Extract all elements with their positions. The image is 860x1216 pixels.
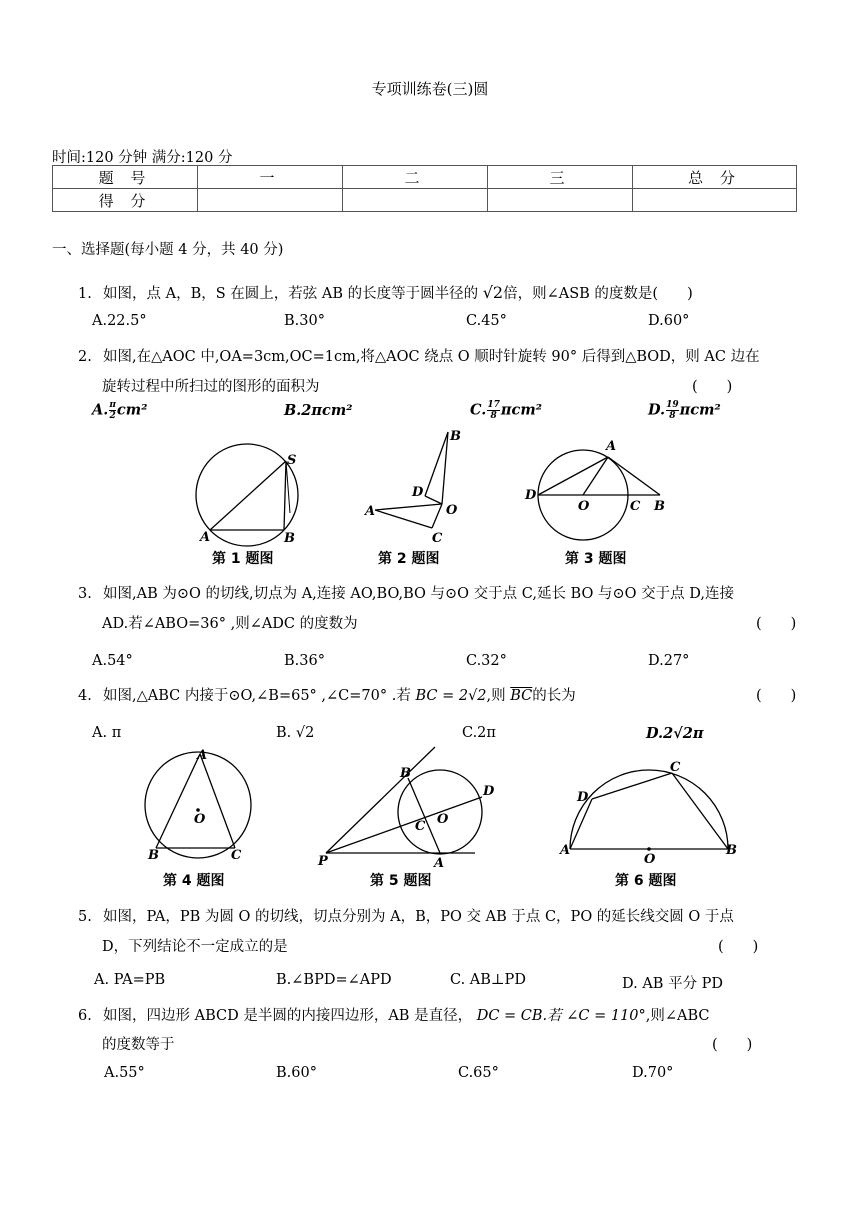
question-text: ,则∠ABC [645, 1008, 710, 1024]
question-text: 如图,△ABC 内接于⊙O,∠B=65° ,∠C=70° .若 [103, 688, 411, 704]
fig-label: B [654, 499, 665, 514]
question-4 [78, 684, 576, 705]
fig-label: A [197, 748, 208, 763]
fig-label: P [318, 854, 328, 869]
option-prefix: D. [648, 401, 666, 419]
fig-label: O [644, 852, 656, 867]
option-d[interactable] [648, 400, 721, 421]
figure-2 [363, 429, 461, 546]
figures-row-2 [140, 745, 760, 870]
figure-5 [317, 747, 495, 870]
score-table [52, 165, 797, 212]
answer-paren[interactable]: ( ) [756, 688, 797, 704]
fig-label: O [194, 812, 206, 827]
fig-label: D [577, 790, 589, 805]
unit: πcm² [500, 401, 543, 419]
fig-label: B [148, 848, 159, 863]
option-c[interactable]: C.32° [466, 653, 507, 669]
option-c[interactable]: C.2π [462, 725, 496, 741]
option-b[interactable]: B.36° [284, 653, 325, 669]
math-formula: DC = CB.若 ∠C = 110° [476, 1008, 646, 1024]
page-title: 专项训练卷(三)圆 [371, 80, 489, 98]
figure-caption: 第 5 题图 [370, 873, 432, 889]
score-cell[interactable] [343, 189, 488, 212]
question-text: 如图，点 A，B，S 在圆上，若弦 AB 的长度等于圆半径的 [103, 286, 479, 302]
unit: cm² [116, 401, 148, 419]
option-a[interactable]: A.54° [92, 653, 133, 669]
answer-paren[interactable]: ( ) [718, 939, 759, 955]
question-text: 旋转过程中所扫过的图形的面积为 [102, 379, 320, 395]
math-sqrt: √2 [482, 283, 504, 302]
math-arc: $\overline{BC}$ [510, 688, 533, 704]
option-d[interactable]: D.60° [648, 313, 690, 329]
fig-label: D [412, 485, 424, 500]
option-d[interactable]: D.70° [632, 1065, 674, 1081]
table-cell: 一 [198, 166, 343, 189]
option-a[interactable]: A. PA=PB [94, 972, 166, 988]
question-2 [78, 345, 760, 366]
question-text: AD.若∠ABO=36° ,则∠ADC 的度数为 [102, 616, 358, 632]
question-number: 4. [78, 688, 92, 704]
fig-label: C [432, 531, 443, 546]
question-text: D，下列结论不一定成立的是 [102, 939, 288, 955]
answer-paren[interactable]: ( ) [756, 616, 797, 632]
option-c[interactable] [470, 400, 542, 421]
table-cell: 题 号 [53, 166, 198, 189]
fig-label: C [415, 819, 426, 834]
question-number: 2. [78, 349, 92, 365]
fig-label: A [606, 439, 617, 454]
fig-label: A [560, 843, 571, 858]
question-number: 6. [78, 1008, 92, 1024]
option-prefix: A. [92, 401, 109, 419]
fraction [109, 400, 116, 421]
option-b[interactable]: B.30° [284, 313, 325, 329]
fig-label: B [450, 429, 461, 444]
option-b[interactable]: B.2πcm² [284, 402, 353, 419]
table-cell: 得 分 [53, 189, 198, 212]
fig-label: C [630, 499, 641, 514]
option-d[interactable]: D.27° [648, 653, 690, 669]
answer-paren[interactable]: ( ) [712, 1037, 753, 1053]
option-b[interactable]: B. √2 [276, 725, 315, 741]
table-cell: 三 [488, 166, 633, 189]
fig-label: S [287, 453, 297, 468]
option-b[interactable]: B.60° [276, 1065, 317, 1081]
fig-label: B [400, 766, 411, 781]
option-d[interactable]: D.2√2π [646, 725, 704, 742]
figure-caption: 第 4 题图 [163, 873, 225, 889]
denominator: 8 [669, 411, 676, 421]
question-text: 的度数等于 [102, 1037, 175, 1053]
question-number: 1. [78, 286, 92, 302]
fig-label: C [670, 760, 681, 775]
numerator: π [109, 400, 116, 410]
figures-row-1 [180, 428, 700, 548]
table-row [53, 189, 797, 212]
fig-label: A [365, 504, 376, 519]
figure-caption: 第 1 题图 [212, 551, 274, 567]
figure-caption: 第 3 题图 [565, 551, 627, 567]
figure-caption: 第 6 题图 [615, 873, 677, 889]
exam-meta: 时间:120 分钟 满分:120 分 [52, 150, 233, 166]
fig-label: D [483, 784, 495, 799]
fig-label: B [284, 531, 295, 546]
option-c[interactable]: C. AB⊥PD [450, 972, 526, 988]
table-cell: 二 [343, 166, 488, 189]
fig-label: C [231, 848, 242, 863]
section-heading: 一、选择题(每小题 4 分，共 40 分) [52, 242, 284, 258]
fraction [666, 400, 679, 421]
denominator: 2 [109, 411, 116, 421]
fig-label: D [525, 488, 537, 503]
question-1 [78, 282, 693, 303]
question-text: 的长为 [532, 688, 576, 704]
option-d[interactable]: D. AB 平分 PD [622, 976, 724, 992]
fig-label: O [437, 812, 449, 827]
numerator: 19 [666, 400, 679, 410]
question-5 [78, 905, 734, 926]
option-c[interactable]: C.45° [466, 313, 507, 329]
answer-paren[interactable]: ( ) [692, 379, 733, 395]
question-text: 如图，PA，PB 为圆 O 的切线，切点分别为 A，B，PO 交 AB 于点 C，PO 的延长线交圆 O 于点 [103, 909, 734, 925]
question-text: 倍，则∠ASB 的度数是( ) [503, 286, 693, 302]
question-text: 如图,AB 为⊙O 的切线,切点为 A,连接 AO,BO,BO 与⊙O 交于点 C,延长 BO 与⊙O 交于点 D,连接 [103, 586, 734, 602]
math-formula: BC = 2√2 [415, 688, 487, 704]
unit: πcm² [679, 401, 721, 419]
question-text: 如图，四边形 ABCD 是半圆的内接四边形，AB 是直径， [103, 1008, 473, 1024]
figure-caption: 第 2 题图 [378, 551, 440, 567]
question-text: 如图,在△AOC 中,OA=3cm,OC=1cm,将△AOC 绕点 O 顺时针旋转 90° 后得到△BOD，则 AC 边在 [103, 349, 760, 365]
option-b[interactable]: B.∠BPD=∠APD [276, 972, 392, 988]
option-a[interactable]: A.22.5° [92, 313, 147, 329]
option-a[interactable] [92, 400, 147, 421]
fig-label: A [200, 530, 211, 545]
question-3 [78, 582, 734, 603]
denominator: 8 [490, 411, 497, 421]
option-a[interactable]: A. π [92, 725, 122, 741]
numerator: 17 [487, 400, 500, 410]
option-prefix: C. [470, 401, 487, 419]
table-cell: 总 分 [633, 166, 797, 189]
fig-label: A [434, 856, 445, 870]
table-row [53, 166, 797, 189]
question-6 [78, 1004, 710, 1025]
figure-4 [145, 748, 251, 863]
score-cell[interactable] [633, 189, 797, 212]
fig-label: O [446, 503, 458, 518]
option-c[interactable]: C.65° [458, 1065, 499, 1081]
question-number: 5. [78, 909, 92, 925]
score-cell[interactable] [198, 189, 343, 212]
question-text: ,则 [486, 688, 506, 704]
fig-label: B [726, 843, 737, 858]
fraction [487, 400, 500, 421]
score-cell[interactable] [488, 189, 633, 212]
question-number: 3. [78, 586, 92, 602]
option-a[interactable]: A.55° [104, 1065, 145, 1081]
figure-6 [558, 760, 737, 867]
figure-3 [524, 439, 665, 540]
fig-label: O [578, 499, 590, 514]
figure-1 [196, 444, 298, 546]
